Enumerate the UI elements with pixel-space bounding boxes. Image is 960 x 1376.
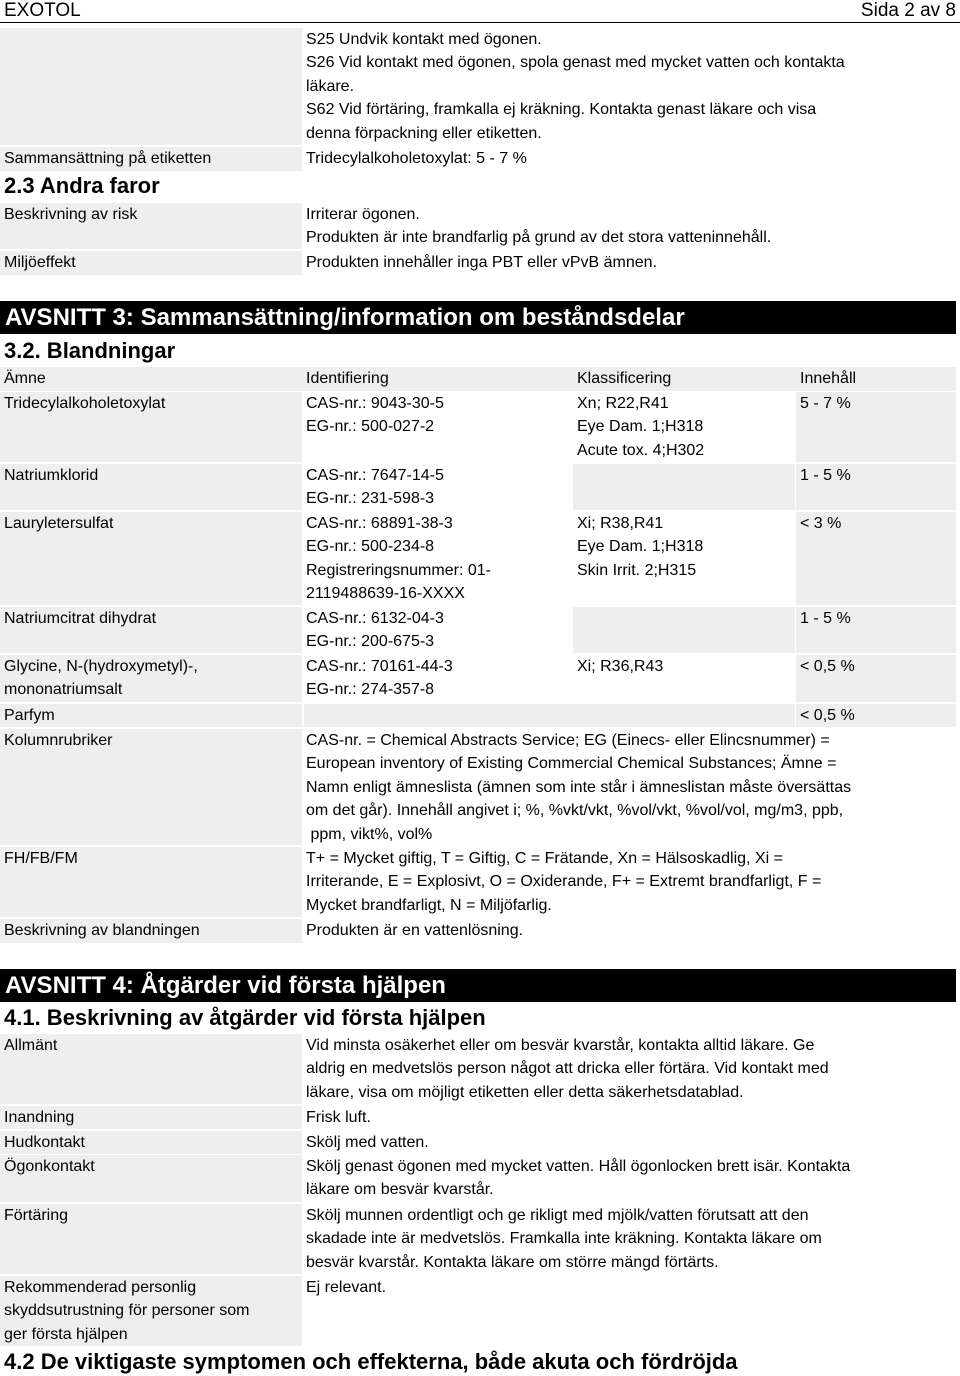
s-phrase-line: S25 Undvik kontakt med ögonen.	[306, 31, 542, 48]
risk-label: Beskrivning av risk	[4, 206, 138, 223]
first-aid-line: Frisk luft.	[306, 1109, 371, 1126]
content-value: < 0,5 %	[800, 707, 855, 724]
hazard-legend-label: FH/FB/FM	[4, 850, 78, 867]
identification-line: CAS-nr.: 68891-38-3	[306, 515, 453, 532]
first-aid-line: skadade inte är medvetslös. Framkalla inte kräkning. Kontakta läkare om	[306, 1230, 822, 1248]
env-label: Miljöeffekt	[4, 254, 76, 271]
identification-line: EG-nr.: 274-357-8	[306, 681, 435, 699]
substance-name: Tridecylalkoholetoxylat	[4, 395, 166, 412]
first-aid-line: aldrig en medvetslös person något att dricka eller förtära. Vid kontakt med	[306, 1060, 829, 1078]
identification-line: CAS-nr.: 7647-14-5	[306, 467, 444, 484]
section-2-3-title: 2.3 Andra faror	[4, 173, 160, 198]
content-value: < 0,5 %	[800, 658, 855, 675]
first-aid-line: läkare, visa om möjligt etiketten eller detta säkerhetsdatablad.	[306, 1083, 744, 1101]
identification-line: CAS-nr.: 9043-30-5	[306, 395, 444, 412]
first-aid-label: Inandning	[4, 1109, 75, 1126]
identification-cell	[304, 704, 795, 727]
s-phrase-line: S26 Vid kontakt med ögonen, spola genast med mycket vatten och kontakta	[306, 54, 845, 72]
classification-line: Xi; R38,R41	[577, 515, 664, 532]
column-legend-line: CAS-nr. = Chemical Abstracts Service; EG (Einecs- eller Elincsnummer) =	[306, 732, 830, 749]
section-3-header: AVSNITT 3: Sammansättning/information om beståndsdelar	[0, 301, 956, 334]
substance-name: Parfym	[4, 707, 55, 724]
first-aid-label: Rekommenderad personlig	[4, 1279, 197, 1296]
header-divider	[0, 22, 960, 23]
first-aid-line: Skölj med vatten.	[306, 1134, 429, 1151]
first-aid-label: skyddsutrustning för personer som	[4, 1302, 250, 1320]
content-value: < 3 %	[800, 515, 842, 532]
classification-cell	[573, 607, 795, 653]
classification-line: Acute tox. 4;H302	[577, 441, 705, 459]
risk-line: Produkten är inte brandfarlig på grund av det stora vatteninnehåll.	[306, 229, 772, 247]
label-composition-label: Sammansättning på etiketten	[4, 150, 212, 167]
hazard-legend-line: Mycket brandfarligt, N = Miljöfarlig.	[306, 896, 552, 914]
first-aid-label: Allmänt	[4, 1037, 58, 1054]
identification-line: Registreringsnummer: 01-	[306, 561, 491, 579]
substance-name: Glycine, N-(hydroxymetyl)-,	[4, 658, 198, 675]
first-aid-label: Hudkontakt	[4, 1134, 85, 1151]
s-phrase-line: S62 Vid förtäring, framkalla ej kräkning. Kontakta genast läkare och visa	[306, 101, 817, 119]
first-aid-line: Skölj munnen ordentligt och ge rikligt med mjölk/vatten förutsatt att den	[306, 1207, 809, 1224]
column-legend-line: Namn enligt ämneslista (ämnen som inte står i ämneslistan måste översättas	[306, 778, 852, 796]
s-phrase-line: denna förpackning eller etiketten.	[306, 124, 542, 142]
classification-line: Xi; R36,R43	[577, 658, 664, 675]
first-aid-line: läkare om besvär kvarstår.	[306, 1181, 494, 1199]
classification-line: Skin Irrit. 2;H315	[577, 561, 697, 579]
s-phrase-line: läkare.	[306, 77, 355, 95]
company-name: EXOTOL	[4, 0, 81, 21]
column-legend-line: ppm, vikt%, vol%	[306, 825, 433, 843]
first-aid-label: Förtäring	[4, 1207, 69, 1224]
content-value: 5 - 7 %	[800, 395, 851, 412]
substance-name: mononatriumsalt	[4, 681, 123, 699]
column-header-classification: Klassificering	[577, 370, 672, 387]
identification-line: EG-nr.: 200-675-3	[306, 633, 435, 651]
classification-line: Xn; R22,R41	[577, 395, 669, 412]
classification-line: Eye Dam. 1;H318	[577, 538, 704, 556]
first-aid-line: Skölj genast ögonen med mycket vatten. Håll ögonlocken brett isär. Kontakta	[306, 1158, 851, 1175]
first-aid-line: Vid minsta osäkerhet eller om besvär kvarstår, kontakta alltid läkare. Ge	[306, 1037, 815, 1054]
column-header-substance: Ämne	[4, 370, 46, 387]
section-4-2-title: 4.2 De viktigaste symptomen och effekterna, både akuta och fördröjda	[4, 1349, 738, 1374]
risk-line: Irriterar ögonen.	[306, 206, 420, 223]
substance-name: Natriumklorid	[4, 467, 99, 484]
column-legend-line: European inventory of Existing Commercial Chemical Substances; Ämne =	[306, 755, 837, 773]
section-3-2-title: 3.2. Blandningar	[4, 338, 176, 363]
identification-line: EG-nr.: 500-234-8	[306, 538, 435, 556]
hazard-legend-line: T+ = Mycket giftig, T = Giftig, C = Frätande, Xn = Hälsoskadlig, Xi =	[306, 850, 783, 867]
s-phrases-label-cell	[0, 28, 302, 145]
page-number: Sida 2 av 8	[860, 0, 956, 21]
content-value: 1 - 5 %	[800, 467, 851, 484]
first-aid-line: Ej relevant.	[306, 1279, 387, 1296]
column-header-identification: Identifiering	[306, 370, 389, 387]
column-legend-line: om det går). Innehåll angivet i; %, %vkt/vkt, %vol/vkt, %vol/vol, mg/m3, ppb,	[306, 802, 844, 820]
substance-name: Lauryletersulfat	[4, 515, 114, 532]
mixture-desc-label: Beskrivning av blandningen	[4, 922, 200, 939]
hazard-legend-line: Irriterande, E = Explosivt, O = Oxiderande, F+ = Extremt brandfarligt, F =	[306, 873, 822, 891]
identification-line: EG-nr.: 231-598-3	[306, 490, 435, 508]
section-4-1-title: 4.1. Beskrivning av åtgärder vid första hjälpen	[4, 1005, 486, 1030]
identification-line: CAS-nr.: 6132-04-3	[306, 610, 444, 627]
column-legend-label: Kolumnrubriker	[4, 732, 113, 749]
mixture-desc-value: Produkten är en vattenlösning.	[306, 922, 524, 939]
first-aid-label: ger första hjälpen	[4, 1325, 128, 1343]
identification-line: CAS-nr.: 70161-44-3	[306, 658, 453, 675]
section-4-header: AVSNITT 4: Åtgärder vid första hjälpen	[0, 969, 956, 1002]
column-header-content: Innehåll	[800, 370, 857, 387]
env-value: Produkten innehåller inga PBT eller vPvB ämnen.	[306, 254, 658, 271]
first-aid-line: besvär kvarstår. Kontakta läkare om större mängd förtärts.	[306, 1253, 719, 1271]
classification-cell	[573, 464, 795, 510]
content-value: 1 - 5 %	[800, 610, 851, 627]
classification-line: Eye Dam. 1;H318	[577, 418, 704, 436]
first-aid-label: Ögonkontakt	[4, 1158, 95, 1175]
identification-line: EG-nr.: 500-027-2	[306, 418, 435, 436]
identification-line: 2119488639-16-XXXX	[306, 585, 465, 603]
label-composition-value: Tridecylalkoholetoxylat: 5 - 7 %	[306, 150, 527, 167]
substance-name: Natriumcitrat dihydrat	[4, 610, 157, 627]
